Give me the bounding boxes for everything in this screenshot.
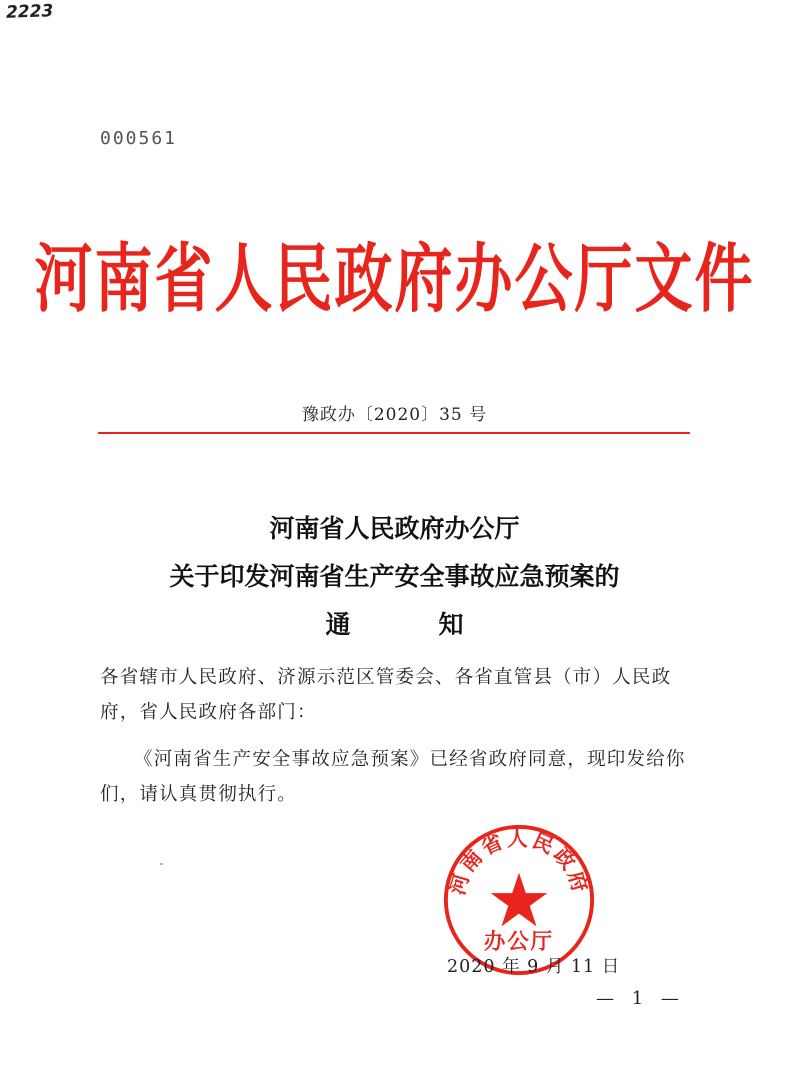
addressee-paragraph: 各省辖市人民政府、济源示范区管委会、各省直管县（市）人民政府，省人民政府各部门： [100,667,672,723]
handwritten-note: 2223 [5,1,54,23]
serial-number: 000561 [100,128,178,149]
seal-upper-text: 河南省人民政府 [445,826,593,898]
title-line-1: 河南省人民政府办公厅 [269,514,520,543]
body-paragraph: 《河南省生产安全事故应急预案》已经省政府同意，现印发给你们，请认真贯彻执行。 [100,749,686,805]
seal-lower-text: 办公厅 [483,929,555,955]
document-masthead: 河南省人民政府办公厅文件 [34,235,755,323]
title-word-zhi: 知 [438,610,464,639]
scan-speck [160,863,163,865]
page-number: — 1 — [596,988,685,1009]
issue-date: 2020 年 9 月 11 日 [447,957,621,977]
title-line-3 [0,605,789,641]
red-divider-line [98,432,690,434]
title-word-tong: 通 [325,610,351,639]
title-line-2: 关于印发河南省生产安全事故应急预案的 [169,562,620,591]
document-number: 豫政办〔2020〕35 号 [301,405,488,425]
seal-star-icon [491,873,548,927]
